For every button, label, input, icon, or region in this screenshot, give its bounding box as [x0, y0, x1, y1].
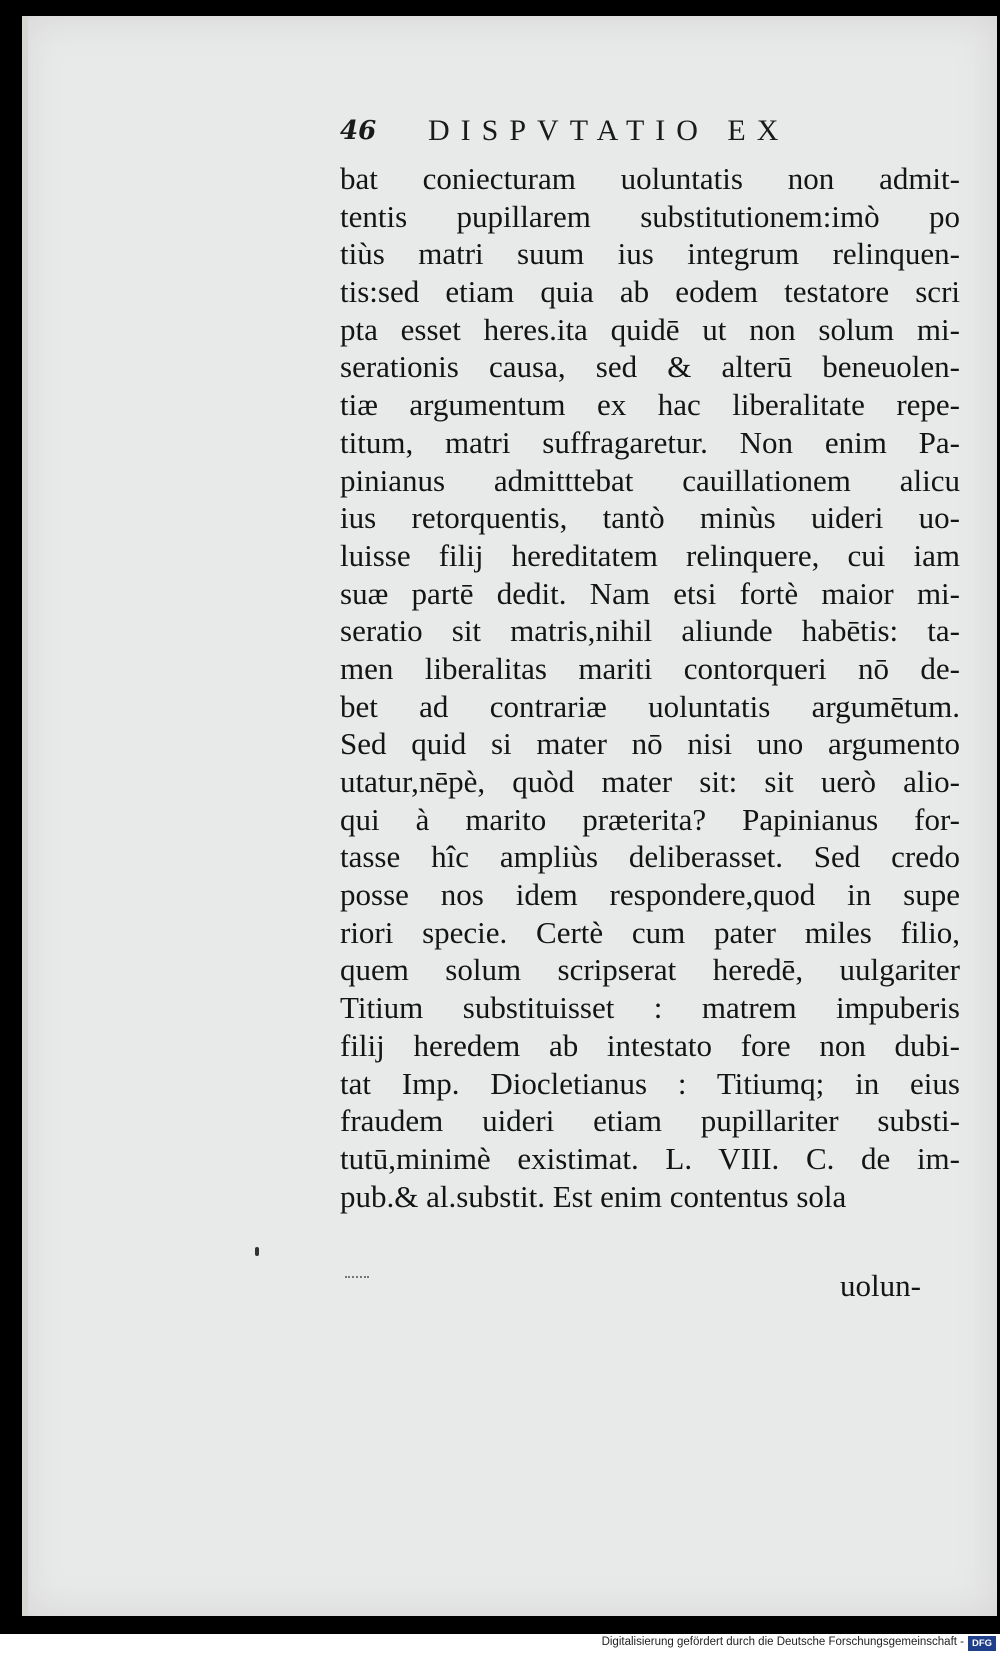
ink-speck [345, 1276, 369, 1282]
text-line: tiùs matri suum ius integrum relinquen- [340, 236, 960, 272]
page-number: 46 [340, 116, 377, 146]
text-line: riori specie. Certè cum pater miles filio, [340, 914, 960, 950]
ink-speck [255, 1247, 259, 1256]
text-line: pub.& al.substit. Est enim contentus sola [340, 1178, 847, 1214]
text-line: pta esset heres.ita quidē ut non solum mi- [340, 311, 960, 347]
text-line: men liberalitas mariti contorqueri nō de- [340, 650, 960, 686]
catchword: uolun- [840, 1268, 921, 1303]
text-line: utatur,nēpè, quòd mater sit: sit uerò alio- [340, 764, 960, 799]
text-line: luisse filij hereditatem relinquere, cui iam [340, 537, 960, 573]
text-line: quem solum scripserat heredē, uulgariter [340, 952, 960, 988]
text-line: pinianus admitttebat cauillationem alicu [340, 462, 960, 498]
text-line: tentis pupillarem substitutionem:imò po [340, 198, 960, 234]
text-line: titum, matri suffragaretur. Non enim Pa- [340, 424, 960, 460]
text-line: tiæ argumentum ex hac liberalitate repe- [340, 387, 960, 423]
text-line: Titium substituisset : matrem impuberis [340, 990, 960, 1026]
text-line: filij heredem ab intestato fore non dubi- [340, 1027, 960, 1063]
text-line: qui à marito præterita? Papinianus for- [340, 801, 960, 837]
text-line: tasse hîc ampliùs deliberasset. Sed credo [340, 839, 960, 875]
text-line: seratio sit matris,nihil aliunde habētis: ta- [340, 613, 960, 649]
dfg-logo: DFG [968, 1636, 996, 1651]
text-line: ius retorquentis, tantò minùs uideri uo- [340, 500, 960, 536]
digitization-credit: Digitalisierung gefördert durch die Deutsche Forschungsgemeinschaft - [601, 1636, 964, 1648]
page-edge [22, 16, 28, 1616]
running-head [340, 110, 860, 154]
text-line: Sed quid si mater nō nisi uno argumento [340, 726, 960, 762]
text-line: bet ad contrariæ uoluntatis argumētum. [340, 688, 960, 724]
text-line: serationis causa, sed & alterū beneuolen- [340, 349, 960, 385]
body-text-block [340, 160, 960, 1215]
text-line: tutū,minimè existimat. L. VIII. C. de im- [340, 1140, 960, 1176]
text-line: suæ partē dedit. Nam etsi fortè maior mi- [340, 575, 960, 611]
running-title: DISPVTATIO EX [428, 114, 790, 147]
text-line: tis:sed etiam quia ab eodem testatore scri [340, 274, 960, 310]
text-line: fraudem uideri etiam pupillariter substi- [340, 1103, 960, 1139]
text-line: tat Imp. Diocletianus : Titiumq; in eius [340, 1065, 960, 1101]
text-line: posse nos idem respondere,quod in supe [340, 877, 960, 913]
text-line: bat coniecturam uoluntatis non admit- [340, 161, 960, 196]
